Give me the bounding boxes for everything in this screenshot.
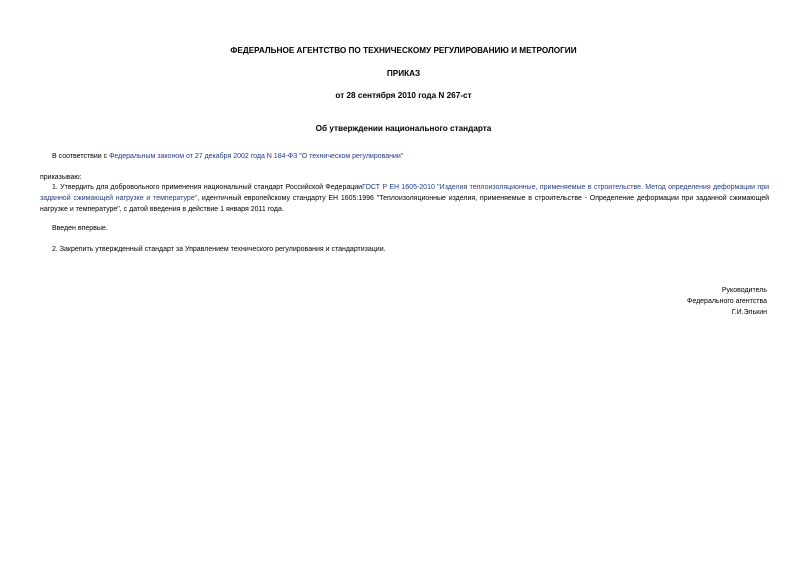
basis-line bbox=[52, 152, 403, 161]
first-introduced-note: Введен впервые. bbox=[52, 225, 108, 232]
gost-link[interactable]: ГОСТ Р ЕН 1605-2010 "Изделия теплоизоляционные, применяемые в строительстве. Метод определения деформации при заданной сжимающей нагрузке и температуре" bbox=[40, 184, 769, 202]
signature-block bbox=[687, 285, 767, 318]
agency-title: ФЕДЕРАЛЬНОЕ АГЕНТСТВО ПО ТЕХНИЧЕСКОМУ РЕГУЛИРОВАНИЮ И МЕТРОЛОГИИ bbox=[230, 46, 577, 55]
order-word: приказываю: bbox=[40, 174, 82, 181]
item-2-paragraph: 2. Закрепить утвержденный стандарт за Управлением технического регулирования и стандартизации. bbox=[52, 246, 386, 253]
doc-type-title: ПРИКАЗ bbox=[386, 69, 421, 78]
subject-title: Об утверждении национального стандарта bbox=[315, 124, 492, 133]
item-1-suffix: , идентичный европейскому стандарту ЕН 1605:1996 "Теплоизоляционные изделия, применяемые в строительстве - Определение деформации при заданной сжимающей нагрузке и температуре", с датой введения в действие 1 января 2011 года. bbox=[40, 195, 770, 213]
signature-position: Руководитель bbox=[721, 287, 767, 294]
signature-name: Г.И.Элькин bbox=[731, 309, 767, 316]
signature-agency: Федерального агентства bbox=[687, 298, 767, 305]
date-number: от 28 сентября 2010 года N 267-ст bbox=[335, 91, 472, 100]
federal-law-link[interactable]: Федеральным законом от 27 декабря 2002 года N 184-ФЗ "О техническом регулировании" bbox=[109, 153, 404, 160]
item-1-paragraph bbox=[40, 182, 769, 215]
basis-prefix: В соответствии с bbox=[52, 153, 110, 160]
item-1-prefix: 1. Утвердить для добровольного применения национальный стандарт Российской Федерации bbox=[52, 184, 363, 191]
